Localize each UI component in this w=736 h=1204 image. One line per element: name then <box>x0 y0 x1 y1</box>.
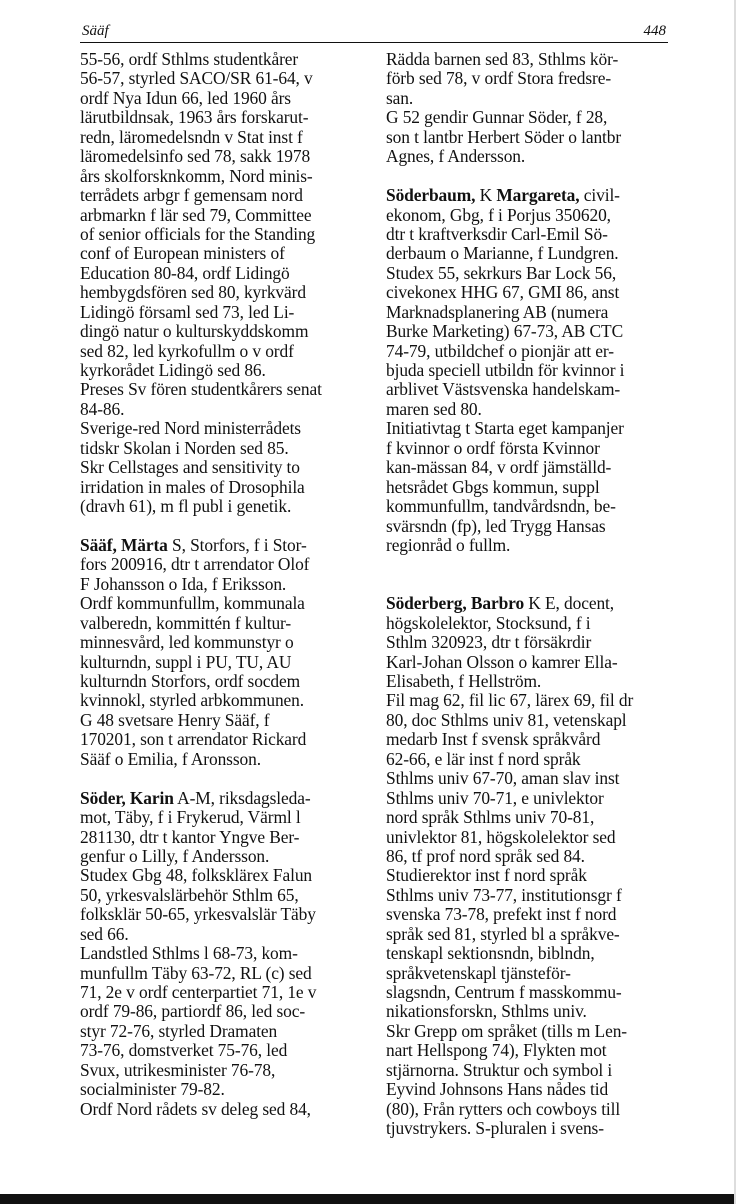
text-line: nikationsforskn, Sthlms univ. <box>386 1001 587 1022</box>
text-line: fors 200916, dtr t arrendator Olof <box>80 554 310 575</box>
entry-first-text: S, Storfors, f i Stor- <box>167 534 307 555</box>
text-line: Sthlms univ 70-71, e univlektor <box>386 787 604 808</box>
text-line: civekonex HHG 67, GMI 86, anst <box>386 282 620 303</box>
text-line: svenska 73-78, prefekt inst f nord <box>386 904 617 925</box>
text-line: 50, yrkesvalslärbehör Sthlm 65, <box>80 884 299 905</box>
entry-name: Söder, Karin <box>80 787 174 808</box>
text-line: 84-86. <box>80 398 125 419</box>
text-line: (dravh 61), m fl publ i genetik. <box>80 496 292 517</box>
text-line: Landstled Sthlms l 68-73, kom- <box>80 943 298 964</box>
entry-heading-line <box>80 789 358 808</box>
text-line: kulturndn Storfors, ordf socdem <box>80 671 301 691</box>
text-line: valberedn, kommittén f kultur- <box>80 612 292 633</box>
text-line: Lidingö församl sed 73, led Li- <box>80 301 295 322</box>
entry-soderberg-barbro <box>386 594 664 1138</box>
text-line: sed 66. <box>80 923 129 944</box>
text-line: slagsndn, Centrum f masskommu- <box>386 982 622 1002</box>
text-line: terrådets arbgr f gemensam nord <box>80 185 303 206</box>
text-line: regionråd o fullm. <box>386 534 511 555</box>
entry-heading-line <box>386 594 664 613</box>
text-line: kvinnokl, styrled arbkommunen. <box>80 690 305 711</box>
text-line: 86, tf prof nord språk sed 84. <box>386 845 585 866</box>
text-line: son t lantbr Herbert Söder o lantbr <box>386 126 622 147</box>
text-line: Ordf Nord rådets sv deleg sed 84, <box>80 1098 311 1119</box>
text-line: medarb Inst f svensk språkvård <box>386 729 601 750</box>
text-line: stjärnorna. Struktur och symbol i <box>386 1059 613 1080</box>
text-line: san. <box>386 87 414 108</box>
text-line: kyrkorådet Lidingö sed 86. <box>80 360 266 380</box>
text-line: derbaum o Marianne, f Lundgren. <box>386 243 619 264</box>
entry-heading-line <box>80 536 358 555</box>
text-line: Eyvind Johnsons Hans nådes tid <box>386 1079 609 1100</box>
text-line: F Johansson o Ida, f Eriksson. <box>80 573 287 594</box>
text-line: kommunfullm, tandvårdsndn, be- <box>386 496 616 517</box>
text-line: of senior officials for the Standing <box>80 223 316 244</box>
text-line: ordf 79-86, partiordf 86, led soc- <box>80 1001 306 1022</box>
text-line: Elisabeth, f Hellström. <box>386 671 542 691</box>
page-number: 448 <box>643 23 666 39</box>
text-line: 170201, son t arrendator Rickard <box>80 729 307 750</box>
text-line: sed 82, led kyrkofullm o v ordf <box>80 340 294 361</box>
text-line: maren sed 80. <box>386 398 482 419</box>
entry-saaf-marta <box>80 536 358 769</box>
running-head: Sääf <box>82 23 109 39</box>
text-line: bjuda speciell utbildn för kvinnor i <box>386 360 625 380</box>
text-line: Karl-Johan Olsson o kamrer Ella- <box>386 651 618 672</box>
text-line: genfur o Lilly, f Andersson. <box>80 845 270 866</box>
text-line: 281130, dtr t kantor Yngve Ber- <box>80 826 300 847</box>
text-line: conf of European ministers of <box>80 243 285 264</box>
text-line: f kvinnor o ordf första Kvinnor <box>386 437 600 458</box>
text-line: tenskapl sektionsndn, biblndn, <box>386 943 595 964</box>
text-line: 55-56, ordf Sthlms studentkårer <box>80 49 299 69</box>
text-line: nart Hellspong 74), Flykten mot <box>386 1040 607 1061</box>
text-line: Rädda barnen sed 83, Sthlms kör- <box>386 49 619 69</box>
text-line: års skolforsknkomm, Nord minis- <box>80 165 313 186</box>
text-line: ekonom, Gbg, f i Porjus 350620, <box>386 204 611 225</box>
text-line: förb sed 78, v ordf Stora fredsre- <box>386 68 612 89</box>
text-line: Agnes, f Andersson. <box>386 146 526 167</box>
entry-name: Söderberg, Barbro <box>386 593 525 614</box>
text-line: tjuvstrykers. S-pluralen i svens- <box>386 1118 604 1139</box>
text-line: 62-66, e lär inst f nord språk <box>386 748 581 769</box>
text-line: kan-mässan 84, v ordf jämställd- <box>386 457 612 478</box>
text-line: kulturndn, suppl i PU, TU, AU <box>80 651 292 672</box>
entry-heading-line <box>386 186 664 205</box>
entry-continued <box>80 50 358 517</box>
text-line: styr 72-76, styrled Dramaten <box>80 1020 278 1041</box>
text-line: Initiativtag t Starta eget kampanjer <box>386 418 624 439</box>
text-line: tidskr Skolan i Norden sed 85. <box>80 437 289 458</box>
text-line: folksklär 50-65, yrkesvalslär Täby <box>80 904 316 925</box>
entry-soderbaum-margareta <box>386 186 664 555</box>
running-header <box>80 22 668 43</box>
text-line: läromedelsinfo sed 78, sakk 1978 <box>80 146 311 167</box>
right-column <box>386 50 664 1139</box>
entry-name: Söderbaum, <box>386 185 476 206</box>
text-line: G 52 gendir Gunnar Söder, f 28, <box>386 107 608 128</box>
text-line: Sverige-red Nord ministerrådets <box>80 418 301 439</box>
text-line: ordf Nya Idun 66, led 1960 års <box>80 87 291 108</box>
text-line: Sthlm 320923, dtr t försäkrdir <box>386 632 592 653</box>
text-line: minnesvård, led kommunstyr o <box>80 632 294 653</box>
text-line: Fil mag 62, fil lic 67, lärex 69, fil dr <box>386 690 634 711</box>
text-line: G 48 svetsare Henry Sääf, f <box>80 709 270 730</box>
text-line: (80), Från rytters och cowboys till <box>386 1098 621 1119</box>
text-line: Studex Gbg 48, folksklärex Falun <box>80 865 313 886</box>
text-line: 71, 2e v ordf centerpartiet 71, 1e v <box>80 982 317 1002</box>
text-line: dtr t kraftverksdir Carl-Emil Sö- <box>386 223 608 244</box>
text-line: univlektor 81, högskolelektor sed <box>386 826 616 847</box>
entry-first-text: civil- <box>579 185 620 206</box>
text-line: högskolelektor, Stocksund, f i <box>386 612 591 633</box>
text-line: språkvetenskapl tjänsteför- <box>386 962 571 983</box>
text-line: lärutbildnsak, 1963 års forskarut- <box>80 107 309 128</box>
entry-name: Sääf, Märta <box>80 534 168 555</box>
text-line: Education 80-84, ordf Lidingö <box>80 262 290 283</box>
text-line: nord språk Sthlms univ 70-81, <box>386 807 595 828</box>
text-line: hembygdsfören sed 80, kyrkvärd <box>80 282 306 303</box>
text-line: 80, doc Sthlms univ 81, vetenskapl <box>386 709 627 730</box>
entry-first-text: K E, docent, <box>524 593 615 614</box>
text-line: redn, läromedelsndn v Stat inst f <box>80 126 303 147</box>
text-line: 73-76, domstverket 75-76, led <box>80 1040 288 1061</box>
left-column <box>80 50 358 1119</box>
text-line: socialminister 79-82. <box>80 1079 225 1100</box>
text-line: Svux, utrikesminister 76-78, <box>80 1059 276 1080</box>
text-line: Sääf o Emilia, f Aronsson. <box>80 748 261 769</box>
entry-name-given: Margareta, <box>496 185 580 206</box>
entry-initial: K <box>475 185 497 206</box>
text-line: Sthlms univ 73-77, institutionsgr f <box>386 884 622 905</box>
text-line: hetsrådet Gbgs kommun, suppl <box>386 476 600 497</box>
text-line: arblivet Västsvenska handelskam- <box>386 379 621 400</box>
text-line: Skr Cellstages and sensitivity to <box>80 457 300 478</box>
text-line: 56-57, styrled SACO/SR 61-64, v <box>80 68 313 89</box>
text-line: Burke Marketing) 67-73, AB CTC <box>386 321 624 342</box>
text-line: Marknadsplanering AB (numera <box>386 301 609 322</box>
text-line: munfullm Täby 63-72, RL (c) sed <box>80 962 312 983</box>
text-line: Sthlms univ 67-70, aman slav inst <box>386 768 620 789</box>
text-line: dingö natur o kulturskyddskomm <box>80 321 309 342</box>
entry-first-text: A-M, riksdagsleda- <box>173 787 311 808</box>
text-line: Skr Grepp om språket (tills m Len- <box>386 1020 627 1041</box>
text-line: språk sed 81, styrled bl a språkve- <box>386 923 620 944</box>
entry-continued <box>386 50 664 167</box>
text-line: Preses Sv fören studentkårers senat <box>80 379 322 400</box>
text-line: Ordf kommunfullm, kommunala <box>80 593 305 614</box>
text-line: Studex 55, sekrkurs Bar Lock 56, <box>386 262 617 283</box>
text-line: svärsndn (fp), led Trygg Hansas <box>386 515 606 536</box>
text-line: arbmarkn f lär sed 79, Committee <box>80 204 312 225</box>
entry-soder-karin <box>80 789 358 1119</box>
text-line: mot, Täby, f i Frykerud, Värml l <box>80 807 301 828</box>
scan-bottom-edge <box>0 1194 736 1204</box>
text-line: Studierektor inst f nord språk <box>386 865 587 886</box>
text-line: 74-79, utbildchef o pionjär att er- <box>386 340 614 361</box>
text-line: irridation in males of Drosophila <box>80 476 305 497</box>
